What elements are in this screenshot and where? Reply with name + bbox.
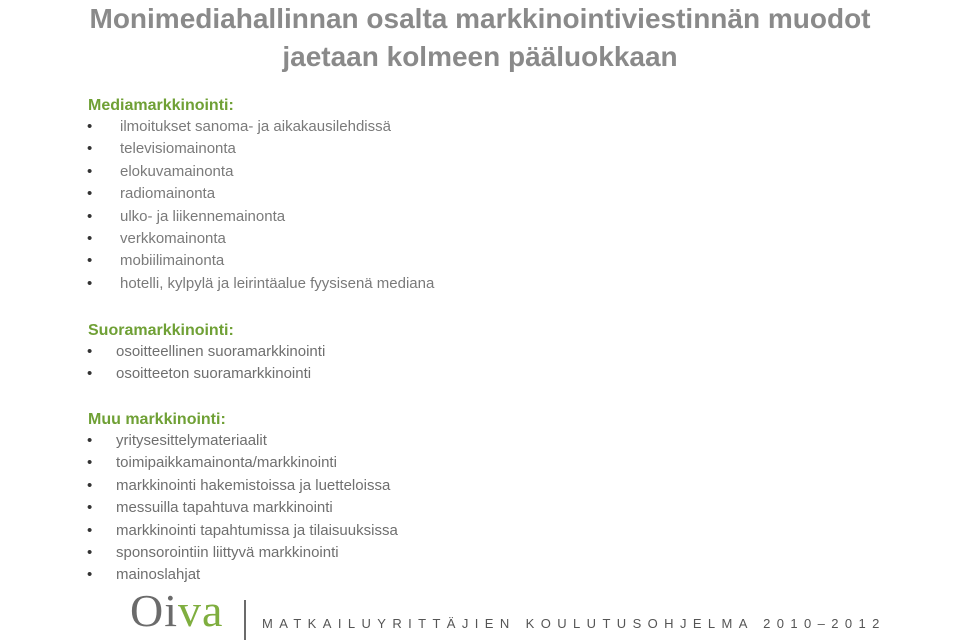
list-item: • messuilla tapahtuva markkinointi	[88, 497, 398, 519]
bullet-list	[88, 430, 398, 587]
footer-divider	[244, 600, 246, 640]
list-item: • verkkomainonta	[88, 228, 434, 250]
list-item: • yritysesittelymateriaalit	[88, 430, 398, 452]
list-item: • televisiomainonta	[88, 138, 434, 160]
oiva-logo	[130, 586, 223, 636]
section-heading: Mediamarkkinointi:	[88, 97, 234, 114]
list-item: • markkinointi tapahtumissa ja tilaisuuksissa	[88, 520, 398, 542]
list-item: • osoitteellinen suoramarkkinointi	[88, 341, 325, 363]
list-item: • mainoslahjat	[88, 564, 398, 586]
list-item: • radiomainonta	[88, 183, 434, 205]
footer	[0, 585, 960, 640]
list-item: • markkinointi hakemistoissa ja luetteloissa	[88, 475, 398, 497]
list-item: • sponsorointiin liittyvä markkinointi	[88, 542, 398, 564]
list-item: • osoitteeton suoramarkkinointi	[88, 363, 325, 385]
list-item: • ulko- ja liikennemainonta	[88, 206, 434, 228]
program-tagline: MATKAILUYRITTÄJIEN KOULUTUSOHJELMA 2010–2012	[262, 616, 886, 631]
list-item: • hotelli, kylpylä ja leirintäalue fyysisenä mediana	[88, 273, 434, 295]
logo-text-oi: Oi	[130, 585, 178, 636]
section-mediamarkkinointi	[88, 96, 434, 295]
slide-title-line-1: Monimediahallinnan osalta markkinointiviestinnän muodot	[89, 3, 871, 34]
bullet-list	[88, 341, 325, 386]
list-item: • ilmoitukset sanoma- ja aikakausilehdissä	[88, 116, 434, 138]
list-item: • mobiilimainonta	[88, 250, 434, 272]
slide-title	[40, 0, 920, 76]
section-suoramarkkinointi	[88, 321, 325, 386]
list-item: • toimipaikkamainonta/markkinointi	[88, 452, 398, 474]
section-heading: Muu markkinointi:	[88, 411, 226, 428]
bullet-list	[88, 116, 434, 295]
section-muu-markkinointi	[88, 410, 398, 587]
list-item: • elokuvamainonta	[88, 161, 434, 183]
logo-text-va: va	[178, 585, 224, 636]
section-heading: Suoramarkkinointi:	[88, 322, 234, 339]
slide-title-line-2: jaetaan kolmeen pääluokkaan	[282, 41, 678, 72]
